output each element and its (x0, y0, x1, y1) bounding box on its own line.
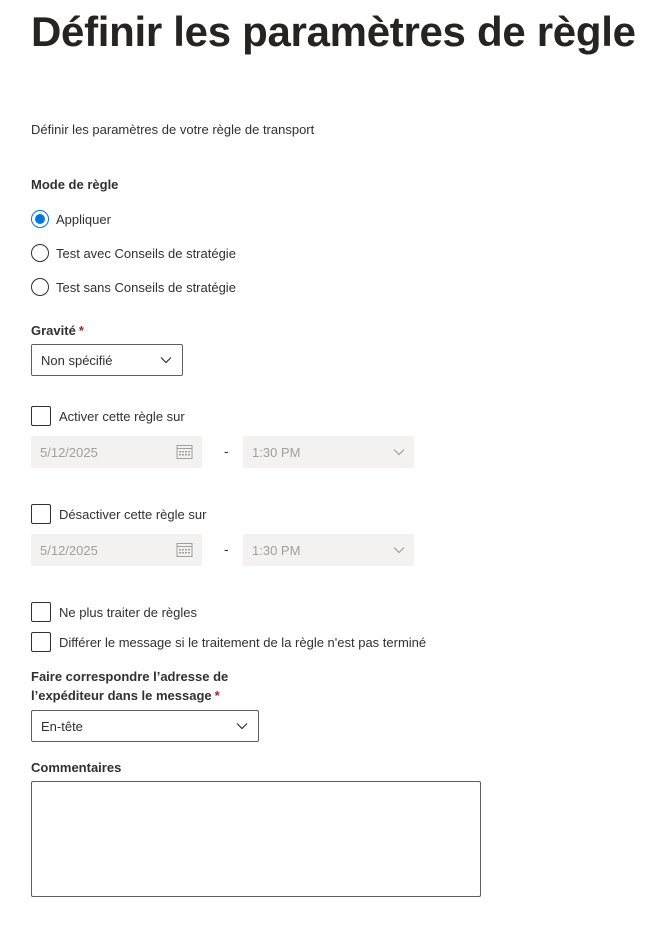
radio-test-with-tips-label: Test avec Conseils de stratégie (56, 245, 236, 261)
chevron-down-icon (393, 448, 405, 456)
activate-rule-checkbox[interactable] (31, 406, 51, 426)
radio-test-with-tips[interactable] (31, 243, 236, 263)
defer-message-checkbox[interactable] (31, 632, 51, 652)
activate-rule-label: Activer cette règle sur (59, 408, 185, 424)
activate-time-value: 1:30 PM (252, 444, 301, 460)
deactivate-date-value: 5/12/2025 (40, 542, 98, 558)
radio-apply[interactable] (31, 209, 111, 229)
activate-date-picker[interactable] (31, 436, 202, 468)
radio-apply-label: Appliquer (56, 211, 111, 227)
sender-address-dropdown[interactable] (31, 710, 259, 742)
sender-address-label (31, 667, 228, 705)
severity-label (31, 321, 84, 340)
date-time-separator: - (224, 541, 229, 557)
page-title: Définir les paramètres de règle (31, 8, 636, 55)
stop-processing-checkbox[interactable] (31, 602, 51, 622)
chevron-down-icon (160, 356, 172, 364)
severity-dropdown[interactable] (31, 344, 183, 376)
rule-mode-label: Mode de règle (31, 177, 119, 192)
radio-unselected-icon[interactable] (31, 278, 49, 296)
radio-unselected-icon[interactable] (31, 244, 49, 262)
radio-test-without-tips-label: Test sans Conseils de stratégie (56, 279, 236, 295)
severity-label-text: Gravité (31, 323, 76, 338)
chevron-down-icon (236, 722, 248, 730)
radio-selected-icon[interactable] (31, 210, 49, 228)
chevron-down-icon (393, 546, 405, 554)
required-marker: * (78, 323, 84, 338)
comments-label: Commentaires (31, 760, 122, 775)
deactivate-rule-label: Désactiver cette règle sur (59, 506, 207, 522)
radio-test-without-tips[interactable] (31, 277, 236, 297)
defer-message-checkbox-row[interactable] (31, 632, 426, 652)
stop-processing-checkbox-row[interactable] (31, 602, 197, 622)
activate-date-value: 5/12/2025 (40, 444, 98, 460)
stop-processing-label: Ne plus traiter de règles (59, 604, 198, 620)
activate-time-dropdown[interactable] (243, 436, 414, 468)
defer-message-label: Différer le message si le traitement de la règle n'est pas terminé (59, 634, 427, 650)
activate-rule-checkbox-row[interactable] (31, 406, 185, 426)
sender-address-dropdown-value: En-tête (41, 718, 83, 734)
date-time-separator: - (224, 443, 229, 459)
required-marker: * (214, 688, 220, 703)
severity-dropdown-value: Non spécifié (41, 352, 113, 368)
deactivate-rule-checkbox-row[interactable] (31, 504, 206, 524)
sender-address-label-line1: Faire correspondre l’adresse de (31, 669, 229, 684)
page-description: Définir les paramètres de votre règle de transport (31, 122, 315, 137)
deactivate-date-picker[interactable] (31, 534, 202, 566)
deactivate-time-value: 1:30 PM (252, 542, 301, 558)
calendar-icon (176, 542, 193, 558)
deactivate-rule-checkbox[interactable] (31, 504, 51, 524)
calendar-icon (176, 444, 193, 460)
deactivate-time-dropdown[interactable] (243, 534, 414, 566)
sender-address-label-line2: l’expéditeur dans le message (31, 688, 212, 703)
comments-textarea[interactable] (31, 781, 481, 897)
